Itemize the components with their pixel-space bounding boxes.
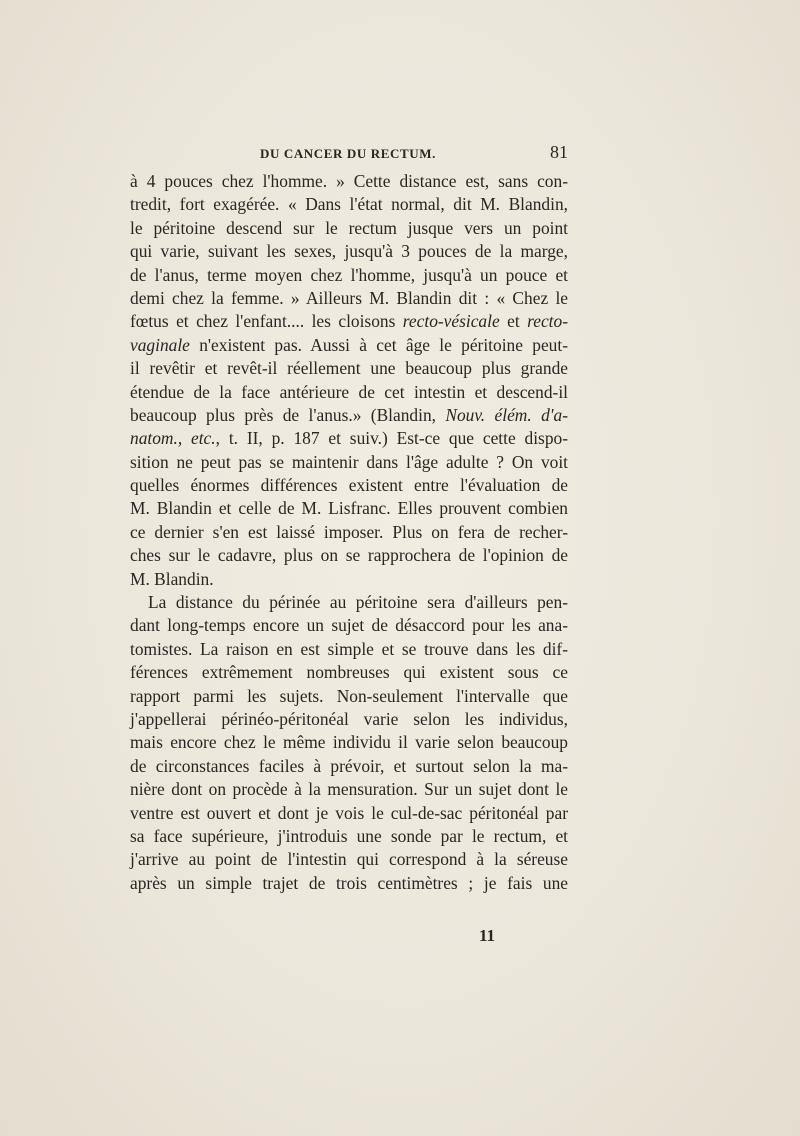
page-header (130, 142, 568, 166)
text-line: tomistes. La raison en est simple et se trouve dans les dif- (130, 638, 568, 659)
text-line: nière dont on procède à la mensuration. Sur un sujet dont le (130, 779, 568, 800)
text-line: ches sur le cadavre, plus on se rapprochera de l'opinion de (130, 545, 568, 566)
text-line: natom., etc., t. II, p. 187 et suiv.) Est-ce que cette dispo- (130, 428, 568, 449)
text-line: étendue de la face antérieure de cet intestin et descend-il (130, 381, 568, 402)
text-line: M. Blandin et celle de M. Lisfranc. Elles prouvent combien (130, 498, 568, 519)
text-line: rapport parmi les sujets. Non-seulement l'intervalle que (130, 685, 568, 706)
text-line: sa face supérieure, j'introduis une sonde par le rectum, et (130, 825, 568, 846)
running-head: DU CANCER DU RECTUM. (260, 146, 436, 161)
text-line: mais encore chez le même individu il varie selon beaucoup (130, 732, 568, 753)
text-line: tredit, fort exagérée. « Dans l'état normal, dit M. Blandin, (130, 194, 568, 215)
text-line: férences extrêmement nombreuses qui existent sous ce (130, 662, 568, 683)
text-line: j'arrive au point de l'intestin qui correspond à la séreuse (130, 849, 568, 870)
text-line: sition ne peut pas se maintenir dans l'âge adulte ? On voit (130, 451, 568, 472)
text-line: après un simple trajet de trois centimètres ; je fais une (130, 872, 568, 893)
text-line: beaucoup plus près de l'anus.» (Blandin, Nouv. élém. d'a- (130, 404, 568, 425)
text-line: ventre est ouvert et dont je vois le cul-de-sac péritonéal par (130, 802, 568, 823)
signature-mark: 11 (479, 926, 496, 945)
text-line: qui varie, suivant les sexes, jusqu'à 3 pouces de la marge, (130, 241, 568, 262)
paragraph-start-line: La distance du périnée au péritoine sera d'ailleurs pen- (148, 592, 568, 613)
page-number: 81 (550, 142, 568, 162)
body-text (130, 170, 568, 895)
text-line: vaginale n'existent pas. Aussi à cet âge le péritoine peut- (130, 334, 568, 355)
text-line: le péritoine descend sur le rectum jusque vers un point (130, 217, 568, 238)
text-line: il revêtir et revêt-il réellement une beaucoup plus grande (130, 358, 568, 379)
text-line: à 4 pouces chez l'homme. » Cette distance est, sans con- (130, 171, 568, 191)
text-line: de l'anus, terme moyen chez l'homme, jusqu'à un pouce et (130, 264, 568, 285)
text-line: fœtus et chez l'enfant.... les cloisons recto-vésicale et recto- (130, 311, 568, 332)
text-line: quelles énormes différences existent entre l'évaluation de (130, 475, 568, 496)
text-line: dant long-temps encore un sujet de désaccord pour les ana- (130, 615, 568, 636)
text-line: demi chez la femme. » Ailleurs M. Blandin dit : « Chez le (130, 287, 568, 308)
text-line: j'appellerai périnéo-péritonéal varie selon les individus, (130, 708, 568, 729)
text-line: M. Blandin. (130, 568, 214, 589)
text-line: ce dernier s'en est laissé imposer. Plus on fera de recher- (130, 521, 568, 542)
text-line: de circonstances faciles à prévoir, et surtout selon la ma- (130, 755, 568, 776)
